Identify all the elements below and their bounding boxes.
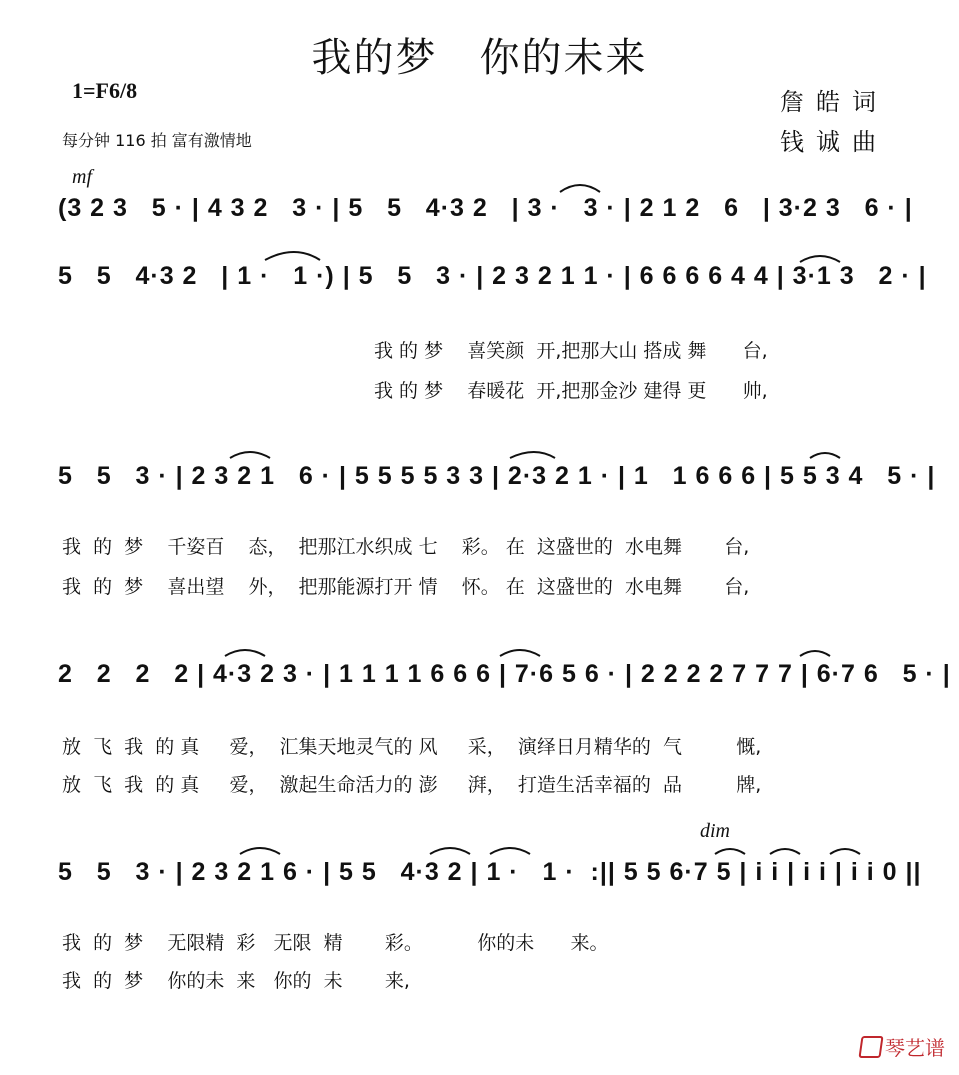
lyric-line4-verse2: 我 的 梦 你的未 来 你的 未 来, xyxy=(62,970,410,992)
lyricist-credit: 詹皓词 xyxy=(780,88,888,116)
music-line-2: 5 5 4·3 2 | 1 · 1 ·) | 5 5 3 · | 2 3 2 1 1 · | 6 6 6 6 4 4 | 3·1 3 2 · | xyxy=(58,262,927,290)
music-line-5: 5 5 3 · | 2 3 2 1 6 · | 5 5 4·3 2 | 1 · 1 · :|| 5 5 6·7 5 | i i | i i | i i 0 || xyxy=(58,858,922,886)
lyric-line3-verse2: 放 飞 我 的 真 爱， 激起生命活力的 澎 湃， 打造生活幸福的 品 牌, xyxy=(62,774,762,796)
composer-credit: 钱诚曲 xyxy=(780,128,888,156)
watermark-logo xyxy=(860,1032,945,1061)
lyric-line3-verse1: 放 飞 我 的 真 爱， 汇集天地灵气的 风 采， 演绎日月精华的 气 慨, xyxy=(62,736,762,758)
lyric-line4-verse1: 我 的 梦 无限精 彩 无限 精 彩。 你的未 来。 xyxy=(62,932,609,954)
music-line-4: 2 2 2 2 | 4·3 2 3 · | 1 1 1 1 6 6 6 | 7·6 5 6 · | 2 2 2 2 7 7 7 | 6·7 6 5 · | xyxy=(58,660,951,688)
watermark-text: 琴艺谱 xyxy=(885,1036,945,1060)
dynamic-mf: mf xyxy=(72,166,92,188)
lyric-line2-verse1: 我 的 梦 千姿百 态， 把那江水织成 七 彩。 在 这盛世的 水电舞 台, xyxy=(62,536,750,558)
tempo-marking: 每分钟 116 拍 富有激情地 xyxy=(62,131,252,150)
music-line-1: (3 2 3 5 · | 4 3 2 3 · | 5 5 4·3 2 | 3 · 3 · | 2 1 2 6 | 3·2 3 6 · | xyxy=(58,194,913,222)
lyric-line2-verse2: 我 的 梦 喜出望 外， 把那能源打开 情 怀。 在 这盛世的 水电舞 台, xyxy=(62,576,750,598)
song-title: 我的梦 你的未来 xyxy=(311,35,648,81)
lyric-line1-verse1: 我 的 梦 喜笑颜 开,把那大山 搭成 舞 台, xyxy=(374,340,768,362)
music-line-3: 5 5 3 · | 2 3 2 1 6 · | 5 5 5 5 3 3 | 2·3 2 1 · | 1 1 6 6 6 | 5 5 3 4 5 · | xyxy=(58,462,936,490)
key-signature: 1=F6/8 xyxy=(72,78,138,103)
lyric-line1-verse2: 我 的 梦 春暖花 开,把那金沙 建得 更 帅, xyxy=(374,380,768,402)
dynamic-dim: dim xyxy=(700,820,730,842)
logo-icon xyxy=(858,1036,883,1058)
